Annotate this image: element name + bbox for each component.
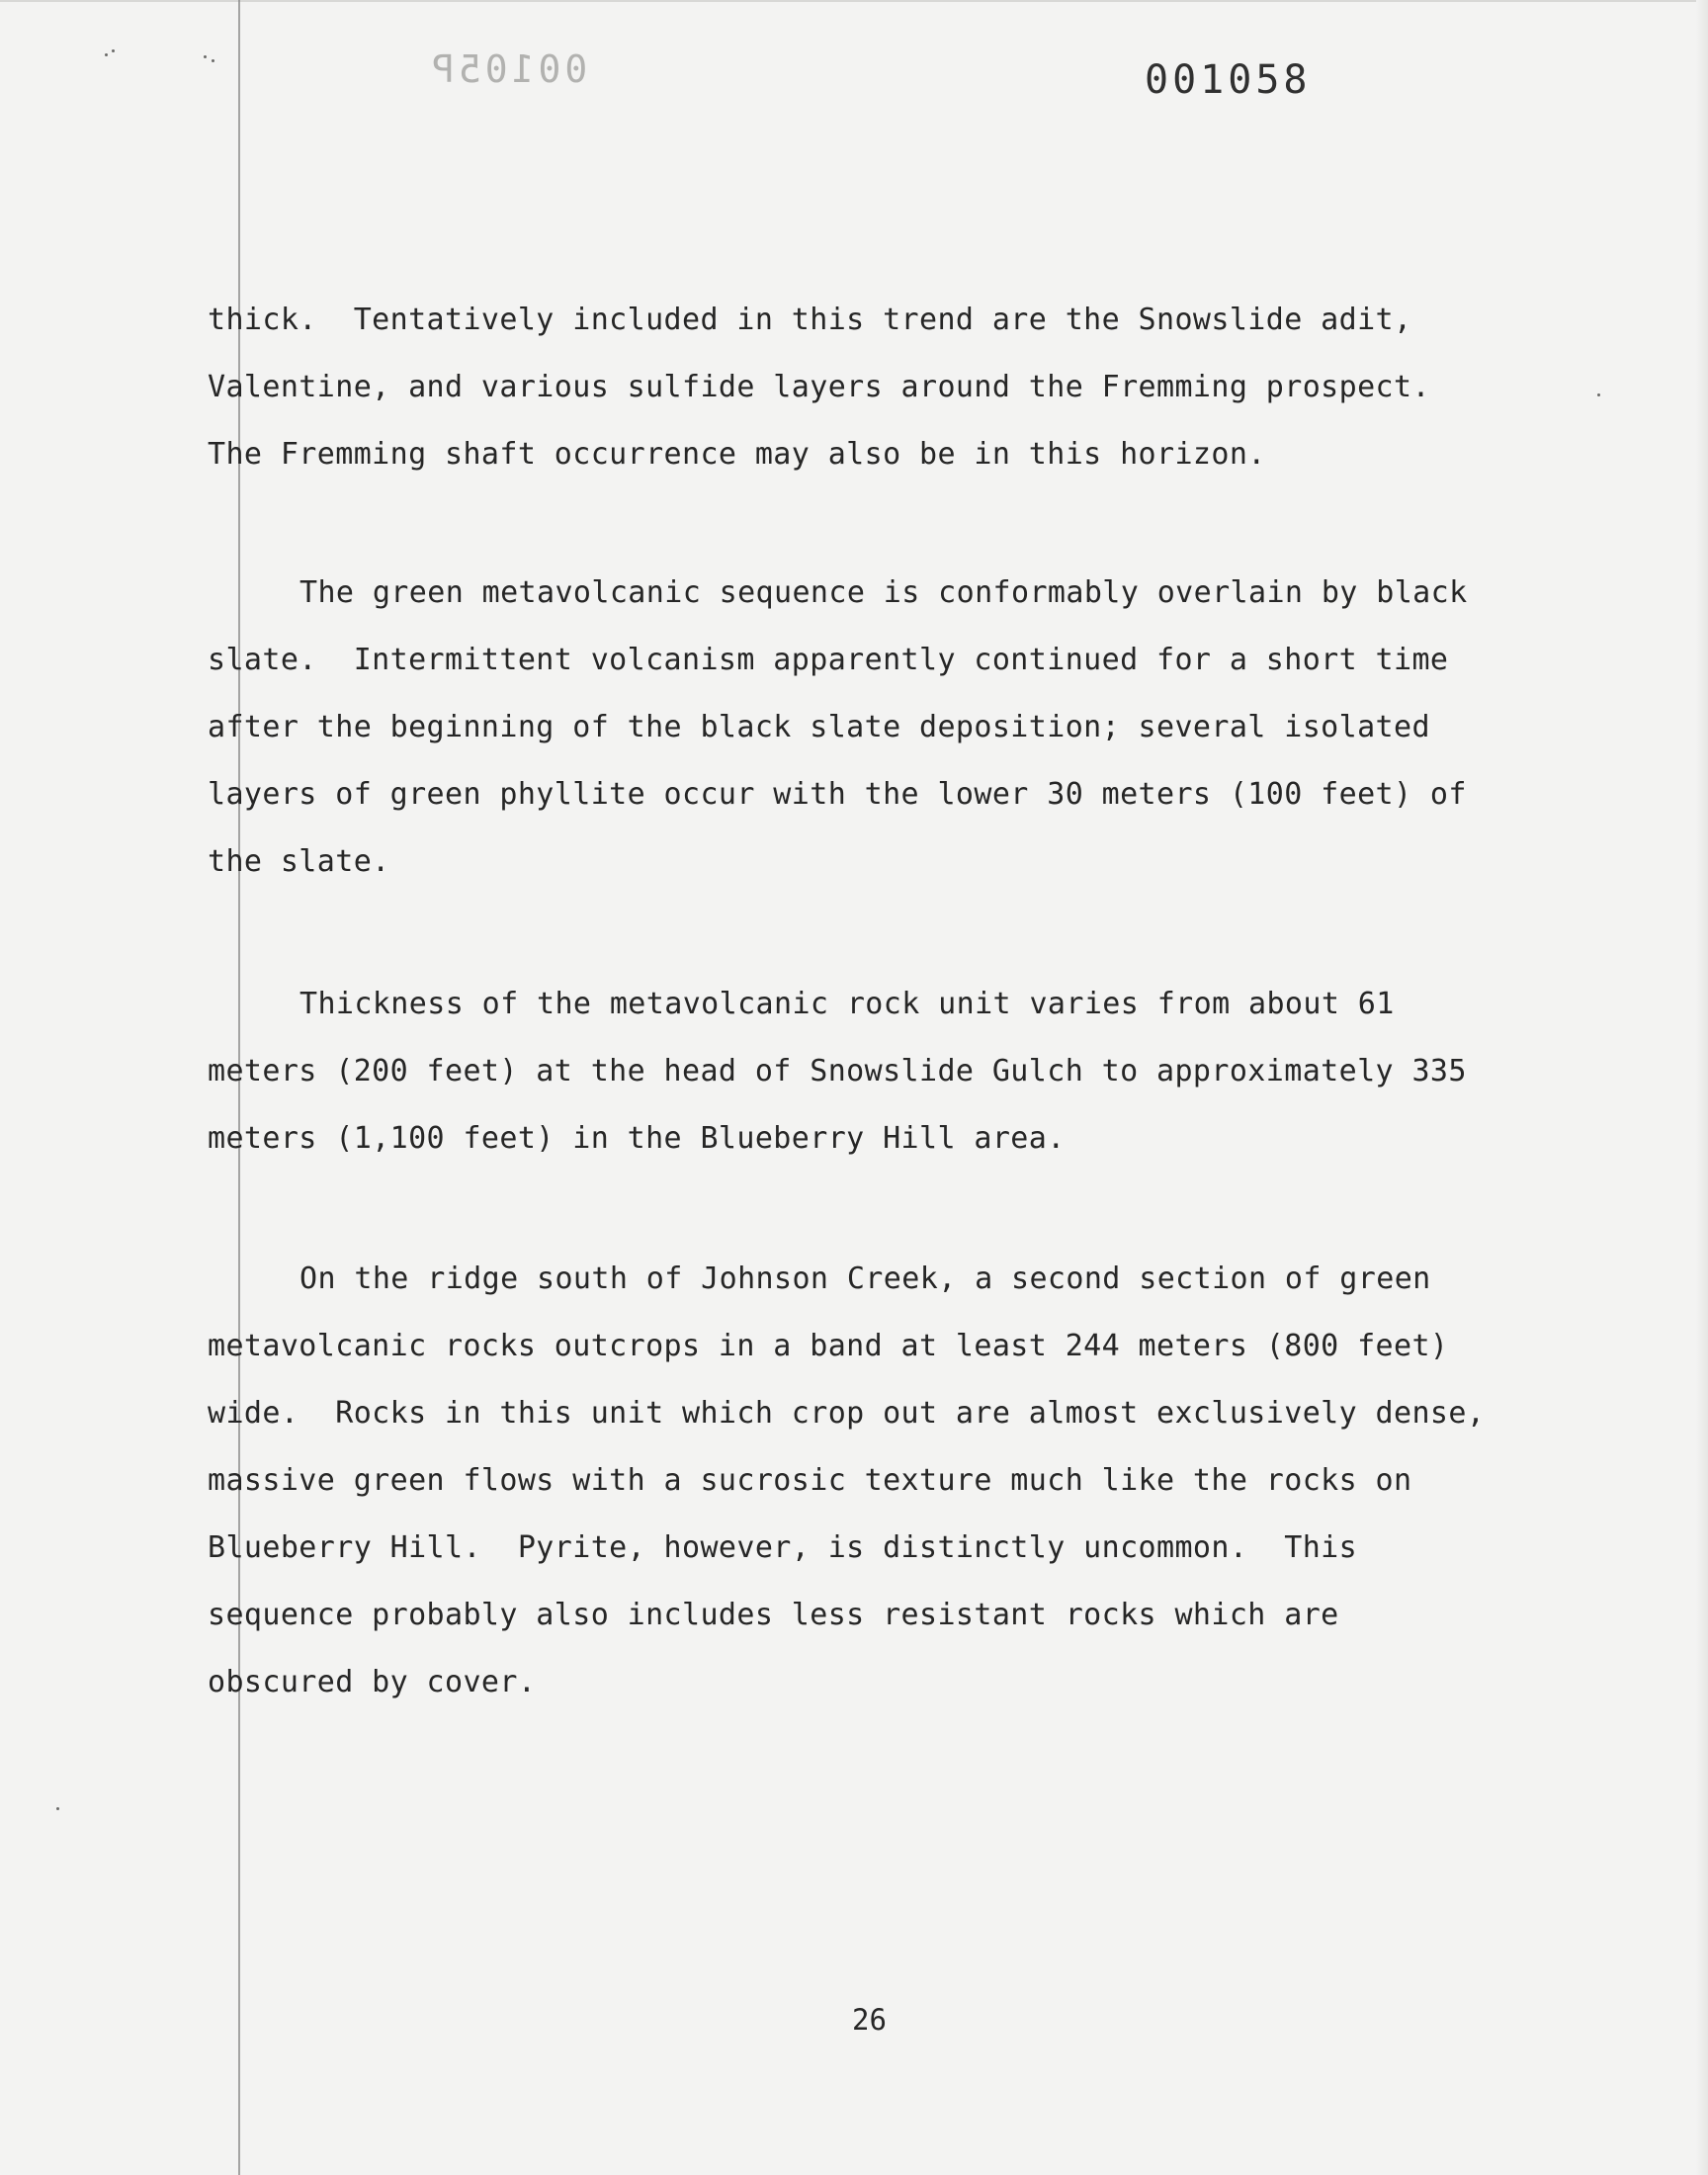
paragraph-line: The green metavolcanic sequence is conformably overlain by black [299,575,1468,610]
scan-speck [212,59,214,62]
paragraph-line: On the ridge south of Johnson Creek, a second section of green [299,1262,1431,1296]
paragraph-line: massive green flows with a sucrosic texture much like the rocks on [208,1463,1412,1498]
paragraph-line: Valentine, and various sulfide layers around the Fremming prospect. [208,370,1430,404]
paragraph-line: meters (200 feet) at the head of Snowslide Gulch to approximately 335 [208,1054,1467,1088]
page-right-edge [1696,0,1708,2175]
paragraph-line: obscured by cover. [208,1665,537,1699]
paragraph-line: metavolcanic rocks outcrops in a band at least 244 meters (800 feet) [208,1329,1449,1363]
scan-speck [105,53,108,56]
paragraph-line: sequence probably also includes less resistant rocks which are [208,1598,1339,1632]
scan-speck [1597,393,1600,396]
paragraph-4 [208,1246,1542,1716]
paragraph-line: meters (1,100 feet) in the Blueberry Hill area. [208,1121,1066,1156]
scan-speck [56,1807,59,1810]
paragraph-2 [208,560,1542,896]
paragraph-line: Blueberry Hill. Pyrite, however, is distinctly uncommon. This [208,1530,1358,1565]
document-number: 001058 [1145,57,1312,103]
scan-speck [204,55,207,58]
paragraph-line: layers of green phyllite occur with the lower 30 meters (100 feet) of [208,777,1467,812]
paragraph-line: the slate. [208,844,390,879]
paragraph-line: after the beginning of the black slate deposition; several isolated [208,710,1430,744]
paragraph-line: The Fremming shaft occurrence may also be in this horizon. [208,437,1266,472]
paragraph-3 [208,971,1542,1173]
paragraph-line: slate. Intermittent volcanism apparently continued for a short time [208,643,1449,677]
scan-speck [112,49,115,52]
page-number: 26 [852,2003,887,2037]
paragraph-line: thick. Tentatively included in this trend are the Snowslide adit, [208,303,1412,337]
paragraph-1 [208,287,1542,488]
bleed-through-number: 00105P [428,47,588,91]
paragraph-line: wide. Rocks in this unit which crop out are almost exclusively dense, [208,1396,1486,1431]
paragraph-line: Thickness of the metavolcanic rock unit varies from about 61 [299,987,1395,1021]
page-top-edge [0,0,1708,2]
